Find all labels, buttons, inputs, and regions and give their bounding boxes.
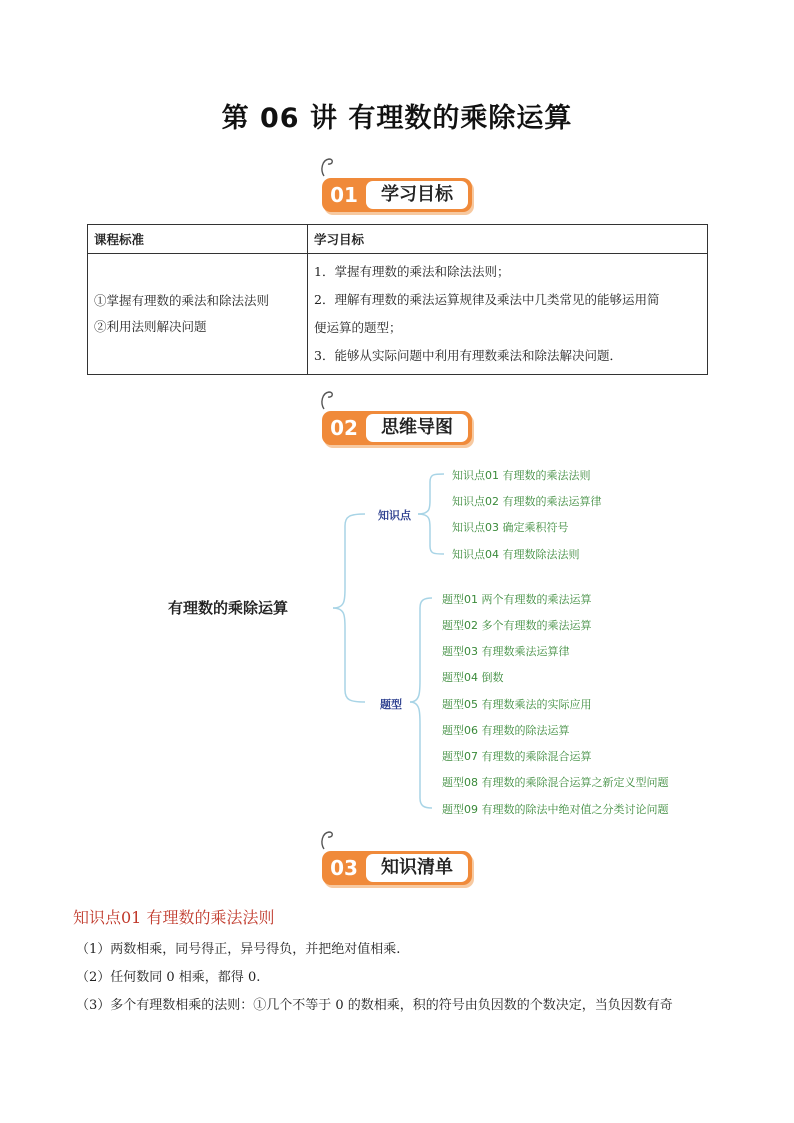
goal-line: 1．掌握有理数的乘法和除法法则； xyxy=(314,264,510,279)
question-type-item: 题型05 有理数乘法的实际应用 xyxy=(442,698,592,711)
standard-item: ①掌握有理数的乘法和除法法则 xyxy=(94,293,270,308)
section-badge-01 xyxy=(318,172,474,212)
question-type-item: 题型03 有理数乘法运算律 xyxy=(442,645,570,658)
badge-label: 学习目标 xyxy=(366,181,468,209)
badge-number: 01 xyxy=(330,183,358,207)
question-type-item: 题型08 有理数的乘除混合运算之新定义型问题 xyxy=(442,776,669,789)
page-title: 第 06 讲 有理数的乘除运算 xyxy=(221,103,573,134)
branch-question-types: 题型 xyxy=(380,698,402,711)
swirl-icon xyxy=(318,156,338,178)
question-type-item: 题型07 有理数的乘除混合运算 xyxy=(442,750,592,763)
header-learning-goals: 学习目标 xyxy=(308,225,708,254)
mind-map xyxy=(0,460,794,820)
badge-label: 知识清单 xyxy=(366,854,468,882)
goal-line: 2．理解有理数的乘法运算规律及乘法中几类常见的能够运用简 xyxy=(314,292,660,307)
badge-number: 02 xyxy=(330,416,358,440)
rule-line: （2）任何数同 0 相乘，都得 0. xyxy=(76,970,261,985)
knowledge-point-title: 知识点01 有理数的乘法法则 xyxy=(73,908,275,927)
badge-number: 03 xyxy=(330,856,358,880)
swirl-icon xyxy=(318,829,338,851)
badge-label: 思维导图 xyxy=(366,414,468,442)
question-type-item: 题型09 有理数的除法中绝对值之分类讨论问题 xyxy=(442,803,669,816)
header-course-standard: 课程标准 xyxy=(88,225,308,254)
knowledge-item: 知识点01 有理数的乘法法则 xyxy=(452,469,591,482)
mind-map-root: 有理数的乘除运算 xyxy=(168,599,289,617)
section-badge-02 xyxy=(318,405,474,445)
goals-table xyxy=(87,224,708,375)
rule-line: （1）两数相乘，同号得正，异号得负，并把绝对值相乘. xyxy=(76,942,401,957)
learning-goals-cell xyxy=(308,254,708,375)
rule-line: （3）多个有理数相乘的法则：①几个不等于 0 的数相乘，积的符号由负因数的个数决定，当负因数有奇 xyxy=(76,998,673,1013)
goal-line: 3．能够从实际问题中利用有理数乘法和除法解决问题． xyxy=(314,348,622,363)
standard-item: ②利用法则解决问题 xyxy=(94,319,207,334)
question-type-item: 题型01 两个有理数的乘法运算 xyxy=(442,593,592,606)
goal-line: 便运算的题型； xyxy=(314,320,402,335)
knowledge-item: 知识点04 有理数除法法则 xyxy=(452,548,580,561)
table-header-row xyxy=(88,225,708,254)
question-type-item: 题型06 有理数的除法运算 xyxy=(442,724,570,737)
table-row xyxy=(88,254,708,375)
knowledge-item: 知识点02 有理数的乘法运算律 xyxy=(452,495,602,508)
knowledge-item: 知识点03 确定乘积符号 xyxy=(452,521,569,534)
branch-knowledge: 知识点 xyxy=(378,509,411,522)
swirl-icon xyxy=(318,389,338,411)
question-type-item: 题型02 多个有理数的乘法运算 xyxy=(442,619,592,632)
course-standard-cell xyxy=(88,254,308,375)
question-type-item: 题型04 倒数 xyxy=(442,671,504,684)
section-badge-03 xyxy=(318,845,474,885)
